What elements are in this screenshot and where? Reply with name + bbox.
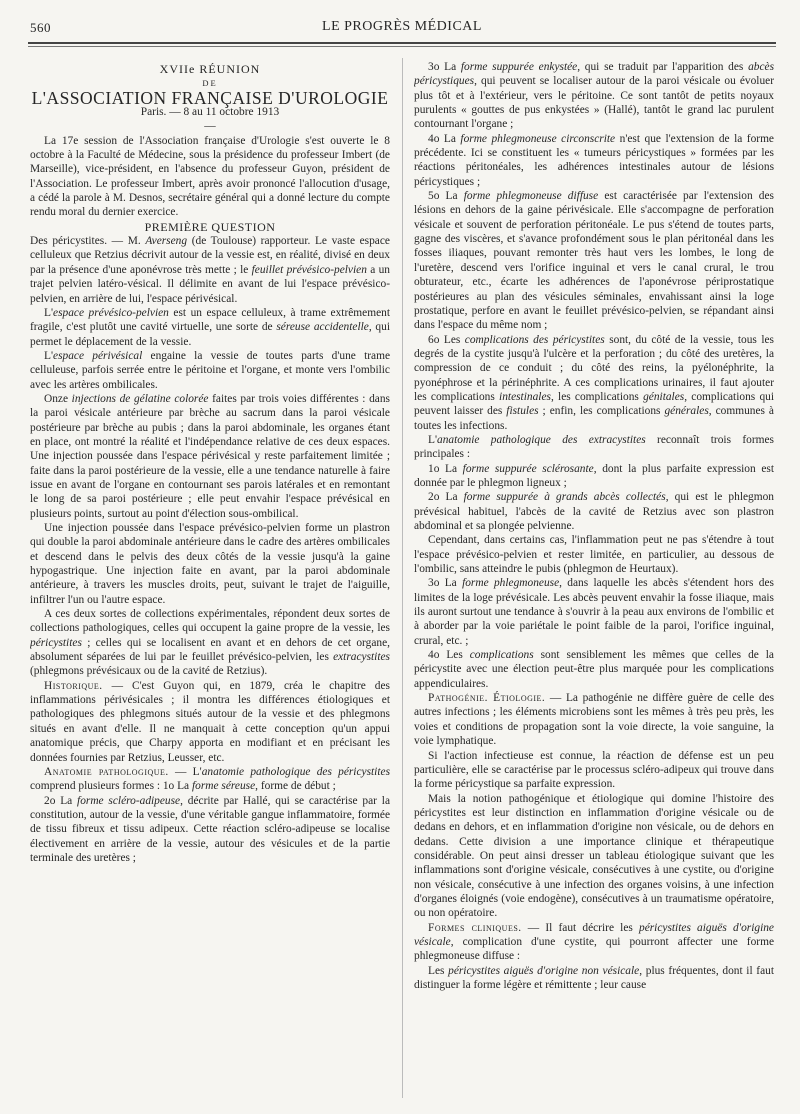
paragraph-injections: Onze injections de gélatine colorée faites par trois voies différentes : dans la paroi vésicale antérieure par brèche au sacrum dans la paroi vésicale postérieure par brèche au pubis ; dans la paroi abdominale, les organes étant en place, ont montré la réalité et l'indépendance relative de ces deux espaces. Une injection poussée dans l'espace périvésical y reste parfaitement limitée ; faite dans la paroi postérieure de la vessie, elle a une tendance naturelle à faire issue en avant de l'organe en contournant ses parois latérales et en remontant le long de sa paroi postérieure ; elle peut envahir l'espace prévésical en plusieurs points, surtout au point d'élection sous-ombilical. [30, 392, 390, 520]
paragraph-injection-prevesico: Une injection poussée dans l'espace prévésico-pelvien forme un plastron qui double la paroi abdominale antérieure dans le cadre des artères ombilicales et descend dans le pelvis des deux côtés de la vessie jusqu'à la gaine hypogastrique. Une injection faite en avant, par la paroi abdominale antérieure, à travers les muscles droits, peut, suivant le trajet de l'aiguille, infiltrer l'un ou l'autre espace. [30, 522, 390, 606]
paragraph-complications-extra: 4o Les complications sont sensiblement les mêmes que celles de la péricystite avec une élection peut-être plus marquée pour les complications appendiculaires. [414, 649, 774, 690]
header-rule-thick [28, 42, 776, 44]
paragraph-action-infectieuse: Si l'action infectieuse est connue, la réaction de défense est un peu particulière, elle se caractérise par le processus scléro-adipeux qui trouve dans la forme péricystique sa parfaite expression. [414, 749, 774, 791]
right-column [414, 60, 774, 1096]
paragraph-pericystites: Des péricystites. — M. Averseng (de Toulouse) rapporteur. Le vaste espace celluleux que Retzius décrivit autour de la vessie est, en réalité, divisé en deux par la présence d'une aponévrose très mette ; le feuillet prévésico-pelvien a un trajet pelvien latéro-vésical. Il délimite en avant de lui l'espace prévésico-pelvien, en arrière de lui, l'espace périvésical. [30, 235, 390, 305]
paragraph-anatomie: Anatomie pathologique. — L'anatomie pathologique des péricystites comprend plusieurs formes : 1o La forme séreuse, forme de début ; [30, 765, 390, 793]
section-lead: Pathogénie. Étiologie. [428, 692, 546, 705]
paragraph-espace-perivesical: L'espace périvésical engaine la vessie de toutes parts d'une trame celluleuse, parfois serrée entre le péritoine et l'organe, et monte vers l'ombilic avec les artères ombilicales. [30, 349, 390, 391]
section-lead: Formes cliniques. [428, 921, 522, 934]
title-dash: — [204, 120, 216, 133]
paragraph-pathogenie: Pathogénie. Étiologie. — La pathogénie ne diffère guère de celle des autres infections ; les éléments microbiens sont les mêmes à très peu près, les voies et conditions de propagation sont la voie directe, la voie sanguine, la voie lymphatique. [414, 692, 774, 748]
paragraph-historique: Historique. — C'est Guyon qui, en 1879, créa le chapitre des inflammations périvésicales ; il montra les différences étiologiques et pathologiques des phlegmons situés autour de la vessie et des phlegmons situés en avant d'elle. Il ne manquait à cette conception qu'un appui anatomique précis, que Charpy apporta en modifiant et en précisant les données fournies par Retzius, Leusser, etc. [30, 679, 390, 764]
paragraph-forme-sclero: 2o La forme scléro-adipeuse, décrite par Hallé, qui se caractérise par la constitution, autour de la vessie, d'une véritable gangue inflammatoire, formée de tissu fibreux et tissu adipeux. Cette réaction scléro-adipeuse se localise électivement en arrière de la vessie, autour des vésicules et de la partie terminale des uretères ; [30, 794, 390, 864]
paragraph-notion-pathogenique: Mais la notion pathogénique et étiologique qui domine l'histoire des péricystites est leur distinction en inflammation d'origine vésicale ou de dedans en dehors, et en inflammation d'origine non vésicale, ou de dehors en dedans. Cette division a une importance clinique et thérapeutique considérable. On peut ainsi dresser un tableau étiologique suivant que les inflammations sont d'origine vésicale, consécutives à une cystite, ou d'origine non vésicale, consécutive à une infection des organes voisins, à une infection d'organes éloignés (voie endogène), consécutives à un traumatisme opératoire, ou non opératoire. [414, 792, 774, 920]
question-title: PREMIÈRE QUESTION [144, 219, 276, 234]
left-column [30, 62, 390, 1098]
paragraph-forme-sclerosante: 1o La forme suppurée sclérosante, dont la plus parfaite expression est donnée par le phlegmon ligneux ; [414, 462, 774, 489]
paragraph-forme-diffuse: 5o La forme phlegmoneuse diffuse est caractérisée par l'extension des lésions en dehors de la gaine périvésicale. Elle s'accompagne de perforation vésicale et souvent de perforation péritonéale. Le pus s'étend de toutes parts, gagne des viscères, et s'avance profondément sous le plan péritonéal dans les fosses iliaques, pouvant remonter très haut vers les lombes, le long de l'uretère, descend vers l'orifice inguinal et vers le canal crural, le trou obturateur, etc., écarte les adhérences de l'aponévrose périprostatique postérieures au plan des vésicules séminales, envahissant ainsi la loge prostatique, perfore en avant le feuillet prévésico-pelvien, se répandant ainsi dans l'espace du même nom ; [414, 190, 774, 332]
section-lead: Anatomie pathologique. [44, 765, 169, 778]
header-rule-thin [28, 46, 776, 47]
page-header [30, 16, 774, 38]
paragraph-espace-prevesico: L'espace prévésico-pelvien est un espace celluleux, à trame extrêmement fragile, c'est plutôt une cavité virtuelle, une sorte de séreuse accidentelle, qui permet le déplacement de la vessie. [30, 306, 390, 348]
paragraph-cependant: Cependant, dans certains cas, l'inflammation peut ne pas s'étendre à tout l'espace prévésico-pelvien et rester limitée, en particulier, au dessous de l'ombilic, sans atteindre le pubis (phlegmon de Heurtaux). [414, 534, 774, 576]
page-number: 560 [30, 20, 51, 35]
paragraph-forme-phlegmoneuse: 3o La forme phlegmoneuse, dans laquelle les abcès s'étendent hors des limites de la loge prévésicale. Les abcès peuvent envahir la fosse iliaque, mais ils auront surtout une tendance à s'ouvrir à la peau aux environs de l'ombilic et à aborder par la voie pariétale le point faible de la paroi, l'orifice inguinal, crural, etc. ; [414, 577, 774, 647]
journal-title: LE PROGRÈS MÉDICAL [322, 19, 482, 34]
paragraph-non-vesicale: Les péricystites aiguës d'origine non vésicale, plus fréquentes, dont il faut distinguer la forme légère et rémittente ; leur cause [414, 964, 774, 991]
association-title: L'ASSOCIATION FRANÇAISE D'UROLOGIE [31, 87, 389, 108]
meeting-de: DE [202, 78, 218, 89]
meeting-number: XVIIe RÉUNION [159, 62, 261, 76]
paragraph-collections: A ces deux sortes de collections expérimentales, répondent deux sortes de collections pathologiques, celles qui occupent la gaine propre de la vessie, les péricystites ; celles qui se localisent en avant et en dehors de cet organe, absolument séparées de lui par le feuillet prévésico-pelvien, les extracystites (phlegmons prévésicaux ou de la cavité de Retzius). [30, 608, 390, 678]
paragraph-anatomie-extracystites: L'anatomie pathologique des extracystites reconnaît trois formes principales : [414, 433, 774, 461]
meeting-dates: Paris. — 8 au 11 octobre 1913 [140, 106, 280, 119]
section-lead: Des péricystites. [30, 235, 108, 248]
paragraph-forme-circonscrite: 4o La forme phlegmoneuse circonscrite n'est que l'extension de la forme précédente. Ici se constituent les « tumeurs péricystiques » formées par les réactions péritonéales, les adhérences intestinales autour de lésions péricystiques ; [414, 132, 774, 188]
paragraph-forme-enkystee: 3o La forme suppurée enkystée, qui se traduit par l'apparition des abcès péricystiques, qui peuvent se localiser autour de la paroi vésicale ou évoluer plus tôt et à l'extérieur, vers le péritoine. Ce sont tantôt de petits noyaux purulents « gouttes de pus enkystées » (Hallé), tantôt le grand lac purulent contournant l'organe ; [414, 61, 774, 131]
paragraph-formes-cliniques: Formes cliniques. — Il faut décrire les péricystites aiguës d'origine vésicale, complication d'une cystite, qui pourront affecter une forme phlegmoneuse diffuse : [414, 921, 774, 963]
paragraph-complications: 6o Les complications des péricystites sont, du côté de la vessie, tous les degrés de la cystite jusqu'à l'ulcère et la perforation ; du côté des uretères, la compression de ce conduit ; du côté des reins, la pyélonéphrite, la pyonéphrose et la périnéphrite. A ces complications urinaires, il faut ajouter les complications intestinales, les complications génitales, complications qui peuvent laisser des fistules ; enfin, les complications générales, communes à toutes les infections. [414, 333, 774, 432]
section-lead: Historique. [44, 679, 103, 692]
paragraph-grands-abces: 2o La forme suppurée à grands abcès collectés, qui est le phlegmon prévésical habituel, l'abcès de la cavité de Retzius avec son plastron abdominal et sa plongée pelvienne. [414, 491, 774, 532]
intro-paragraph: La 17e session de l'Association française d'Urologie s'est ouverte le 8 octobre à la Faculté de Médecine, sous la présidence du professeur Imbert (de Marseille), vice-président, en l'absence du professeur Guyon, président de l'Association. Le professeur Imbert, après avoir prononcé l'allocution d'usage, a cédé la parole à M. Desnos, secrétaire général qui a donné lecture du compte rendu moral du dernier exercice. [30, 134, 390, 219]
column-divider [402, 58, 403, 1098]
